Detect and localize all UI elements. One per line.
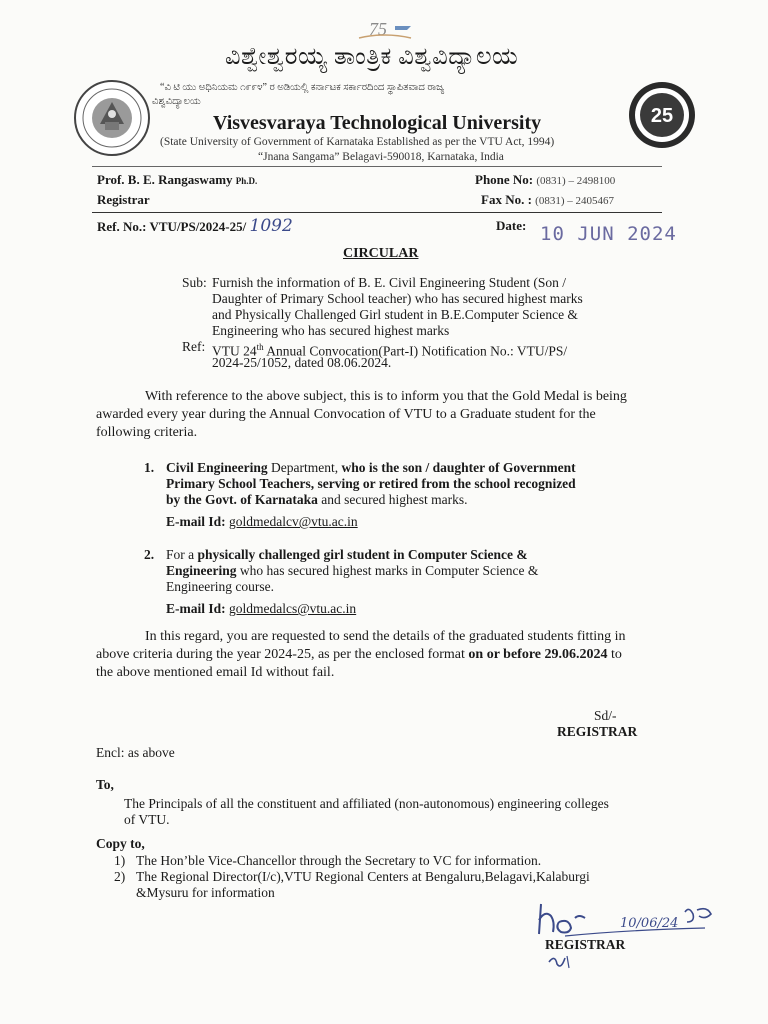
- item1-line-3: [166, 492, 467, 508]
- phone-label: Phone No:: [475, 172, 534, 187]
- deadline: on or before 29.06.2024: [468, 647, 608, 662]
- header-rule: [92, 212, 662, 213]
- item2-intro: For a: [166, 547, 198, 562]
- kannada-subtitle-line1: “ವಿ ಟಿ ಯು ಅಧಿನಿಯಮ ೧೯೯೪” ರ ಅಡಿಯಲ್ಲಿ ಕರ್ನಾಟಕ ಸರ್ಕಾರದಿಂದ ಸ್ಥಾಪಿತವಾದ ರಾಜ್ಯ: [160, 82, 445, 93]
- item1-email-label: E-mail Id:: [166, 514, 226, 529]
- handwritten-signing-date: 10/06/24: [620, 916, 679, 931]
- copy-item-2-line-1: The Regional Director(I/c),VTU Regional Centers at Bengaluru,Belagavi,Kalaburgi: [136, 869, 590, 884]
- university-name: Visvesvaraya Technological University: [213, 112, 542, 134]
- intro-line-3: following criteria.: [96, 425, 198, 440]
- seal-number: 25: [650, 105, 674, 127]
- fax-label: Fax No. :: [481, 192, 532, 207]
- subject-label: Sub:: [182, 275, 207, 290]
- ref-superscript: th: [256, 342, 264, 352]
- intro-line-1: With reference to the above subject, this is to inform you that the Gold Medal is being: [145, 389, 627, 404]
- sender-name-line: [97, 172, 257, 188]
- to-line-2: of VTU.: [124, 812, 170, 827]
- reference-number-line: [97, 216, 293, 236]
- ref-label: Ref:: [182, 339, 206, 354]
- anniversary-number: 75: [369, 19, 387, 39]
- subject-line-4: Engineering who has secured highest marks: [212, 323, 450, 338]
- ref-line-1-end: Annual Convocation(Part-I) Notification No.: VTU/PS/: [263, 343, 568, 359]
- closing-line-3: the above mentioned email Id without fail.: [96, 665, 335, 680]
- item2-line-3: Engineering course.: [166, 579, 274, 594]
- copy-item-2-line-2: &Mysuru for information: [136, 885, 275, 900]
- date-stamp: 10 JUN 2024: [540, 223, 677, 245]
- item1-email-link[interactable]: goldmedalcv@vtu.ac.in: [229, 514, 358, 529]
- item2-dept: Engineering: [166, 563, 237, 578]
- kannada-subtitle-line2: ವಿಶ್ವವಿದ್ಯಾಲಯ: [152, 96, 201, 107]
- closing-line-2-end: to: [607, 647, 622, 662]
- ref-line-1-start: VTU 24: [212, 343, 257, 359]
- signatory-registrar: REGISTRAR: [557, 724, 638, 739]
- to-line-1: The Principals of all the constituent and affiliated (non-autonomous) engineering colleges: [124, 796, 609, 811]
- item1-dept: Civil Engineering: [166, 460, 268, 475]
- phone-line: [475, 172, 615, 188]
- item2-criteria: physically challenged girl student in Computer Science &: [197, 547, 528, 562]
- reference-label: Ref. No.: VTU/PS/2024-25/: [97, 219, 247, 234]
- circular-heading: CIRCULAR: [343, 246, 419, 261]
- phone-value: (0831) – 2498100: [536, 175, 616, 187]
- anniversary-logo: [355, 18, 415, 44]
- item2-email-line: [166, 601, 356, 617]
- date-label: Date:: [496, 218, 527, 233]
- item1-recognition: by the Govt. of Karnataka: [166, 492, 318, 507]
- reference-handwritten-number: 1092: [249, 216, 293, 236]
- item1-criteria-start: who is the son / daughter of Government: [341, 460, 576, 475]
- item2-line-1: [166, 547, 528, 563]
- fax-line: [481, 192, 614, 208]
- sender-name: Prof. B. E. Rangaswamy: [97, 172, 233, 187]
- closing-line-2-start: above criteria during the year 2024-25, as per the enclosed format: [96, 647, 469, 662]
- item1-marks: and secured highest marks.: [317, 492, 468, 507]
- item2-marks: who has secured highest marks in Computer Science &: [236, 563, 539, 578]
- signed-mark: Sd/-: [594, 708, 617, 723]
- item1-line-2: Primary School Teachers, serving or retired from the school recognized: [166, 476, 576, 491]
- anniversary-seal-logo: [627, 80, 697, 150]
- enclosure-note: Encl: as above: [96, 745, 175, 760]
- sender-degree: Ph.D.: [235, 176, 258, 186]
- kannada-university-title: ವಿಶ್ವೇಶ್ವರಯ್ಯ ತಾಂತ್ರಿಕ ವಿಶ್ವವಿದ್ಯಾಲಯ: [225, 44, 519, 70]
- intro-line-2: awarded every year during the Annual Convocation of VTU to a Graduate student for the: [96, 407, 596, 422]
- item2-email-link[interactable]: goldmedalcs@vtu.ac.in: [229, 601, 357, 616]
- subject-line-2: Daughter of Primary School teacher) who has secured highest marks: [212, 291, 583, 306]
- fax-value: (0831) – 2405467: [535, 195, 614, 207]
- ref-line-2: 2024-25/1052, dated 08.06.2024.: [212, 355, 392, 370]
- subject-line-1: Furnish the information of B. E. Civil Engineering Student (Son /: [212, 275, 566, 290]
- copy-item-1-number: 1): [114, 853, 126, 868]
- item2-email-label: E-mail Id:: [166, 601, 226, 616]
- closing-line-2: [96, 647, 622, 663]
- item1-number: 1.: [144, 460, 155, 475]
- sender-designation: Registrar: [97, 192, 150, 207]
- copy-to-label: Copy to,: [96, 836, 145, 851]
- university-address: “Jnana Sangama” Belagavi-590018, Karnataka, India: [258, 151, 504, 163]
- item1-dept-suffix: Department,: [267, 460, 342, 475]
- item2-line-2: [166, 563, 538, 579]
- closing-line-1: In this regard, you are requested to send the details of the graduated students fitting in: [145, 629, 626, 644]
- item1-line-1: [166, 460, 576, 476]
- university-subtitle-line1: (State University of Government of Karnataka Established as per the VTU Act, 1994): [160, 136, 555, 148]
- header-rule-top: [92, 166, 662, 167]
- item1-email-line: [166, 514, 358, 530]
- item2-number: 2.: [144, 547, 155, 562]
- copy-item-1: The Hon’ble Vice-Chancellor through the Secretary to VC for information.: [136, 853, 542, 868]
- subject-line-3: and Physically Challenged Girl student in B.E.Computer Science &: [212, 307, 578, 322]
- to-label: To,: [96, 777, 114, 792]
- copy-item-2-number: 2): [114, 869, 126, 884]
- vtu-emblem-logo: [72, 78, 152, 158]
- signature-registrar: REGISTRAR: [545, 937, 626, 952]
